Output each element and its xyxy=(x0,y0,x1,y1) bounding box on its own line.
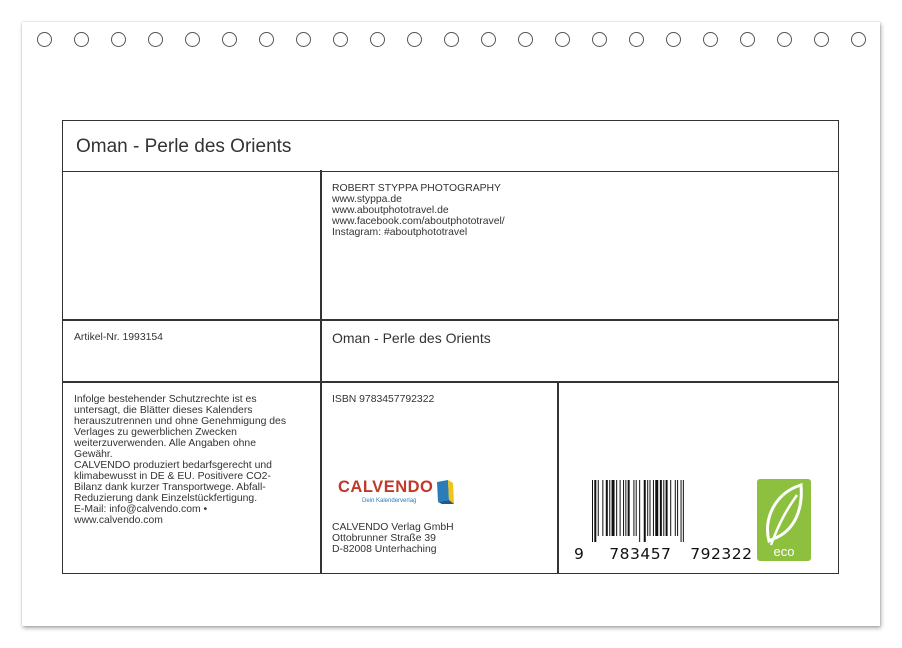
spiral-ring-icon xyxy=(629,32,644,47)
spiral-ring-icon xyxy=(222,32,237,47)
spiral-ring-icon xyxy=(259,32,274,47)
spiral-ring-icon xyxy=(74,32,89,47)
legal-line: Gewähr. xyxy=(74,449,113,460)
legal-line: Bilanz dank kurzer Transportwege. Abfall- xyxy=(74,482,266,493)
barcode-number xyxy=(574,545,752,563)
spiral-ring-icon xyxy=(148,32,163,47)
publisher-city: D-82008 Unterhaching xyxy=(332,544,437,555)
legal-line: E-Mail: info@calvendo.com • xyxy=(74,504,208,515)
calvendo-logo-tagline: Dein Kalenderverlag xyxy=(362,498,417,504)
legal-line: herauszutrennen und ohne Genehmigung des xyxy=(74,416,287,427)
spiral-ring-icon xyxy=(37,32,52,47)
photographer-link: www.aboutphototravel.de xyxy=(332,205,449,216)
eco-badge xyxy=(757,479,811,561)
publisher-street: Ottobrunner Straße 39 xyxy=(332,533,436,544)
barcode-digit-first: 9 xyxy=(574,545,585,563)
publisher-address xyxy=(332,522,454,555)
grid-divider xyxy=(557,382,559,574)
grid-divider xyxy=(62,381,839,383)
grid-divider xyxy=(320,170,322,574)
spiral-ring-icon xyxy=(555,32,570,47)
publisher-name: CALVENDO Verlag GmbH xyxy=(332,522,454,533)
grid-divider xyxy=(62,319,839,321)
spiral-ring-icon xyxy=(851,32,866,47)
legal-line: klimabewusst in DE & EU. Positivere CO2- xyxy=(74,471,271,482)
article-number: Artikel-Nr. 1993154 xyxy=(74,332,163,343)
spiral-ring-icon xyxy=(185,32,200,47)
spiral-ring-icon xyxy=(666,32,681,47)
eco-label: eco xyxy=(773,544,795,559)
legal-line: Verlages zu gewerblichen Zwecken xyxy=(74,427,237,438)
spiral-ring-icon xyxy=(407,32,422,47)
legal-line: www.calvendo.com xyxy=(74,515,163,526)
spiral-binding xyxy=(0,32,902,54)
spiral-ring-icon xyxy=(518,32,533,47)
spiral-ring-icon xyxy=(740,32,755,47)
calendar-subtitle: Oman - Perle des Orients xyxy=(332,330,491,346)
spiral-ring-icon xyxy=(777,32,792,47)
spiral-ring-icon xyxy=(703,32,718,47)
barcode-icon xyxy=(590,480,730,542)
legal-line: Infolge bestehender Schutzrechte ist es xyxy=(74,394,257,405)
photographer-info xyxy=(332,183,505,238)
calvendo-logo xyxy=(338,478,468,510)
spiral-ring-icon xyxy=(296,32,311,47)
spiral-ring-icon xyxy=(370,32,385,47)
calvendo-flag-icon xyxy=(436,480,454,504)
spiral-ring-icon xyxy=(444,32,459,47)
photographer-link: www.styppa.de xyxy=(332,194,402,205)
legal-notice xyxy=(74,394,319,526)
barcode-digits-left: 783457 xyxy=(609,545,672,563)
calvendo-logo-word: CALVENDO xyxy=(338,478,434,496)
photographer-instagram: Instagram: #aboutphototravel xyxy=(332,227,468,238)
spiral-ring-icon xyxy=(592,32,607,47)
spiral-ring-icon xyxy=(481,32,496,47)
photographer-name: ROBERT STYPPA PHOTOGRAPHY xyxy=(332,183,501,194)
barcode-digits-right: 792322 xyxy=(690,545,753,563)
spiral-ring-icon xyxy=(814,32,829,47)
photographer-link: www.facebook.com/aboutphototravel/ xyxy=(332,216,505,227)
legal-line: weiterzuverwenden. Alle Angaben ohne xyxy=(74,438,256,449)
spiral-ring-icon xyxy=(333,32,348,47)
title-box xyxy=(62,120,839,172)
isbn: ISBN 9783457792322 xyxy=(332,394,435,405)
legal-line: untersagt, die Blätter dieses Kalenders xyxy=(74,405,253,416)
spiral-ring-icon xyxy=(111,32,126,47)
calendar-title: Oman - Perle des Orients xyxy=(76,136,292,157)
legal-line: Reduzierung dank Einzelstückfertigung. xyxy=(74,493,258,504)
legal-line: CALVENDO produziert bedarfsgerecht und xyxy=(74,460,272,471)
